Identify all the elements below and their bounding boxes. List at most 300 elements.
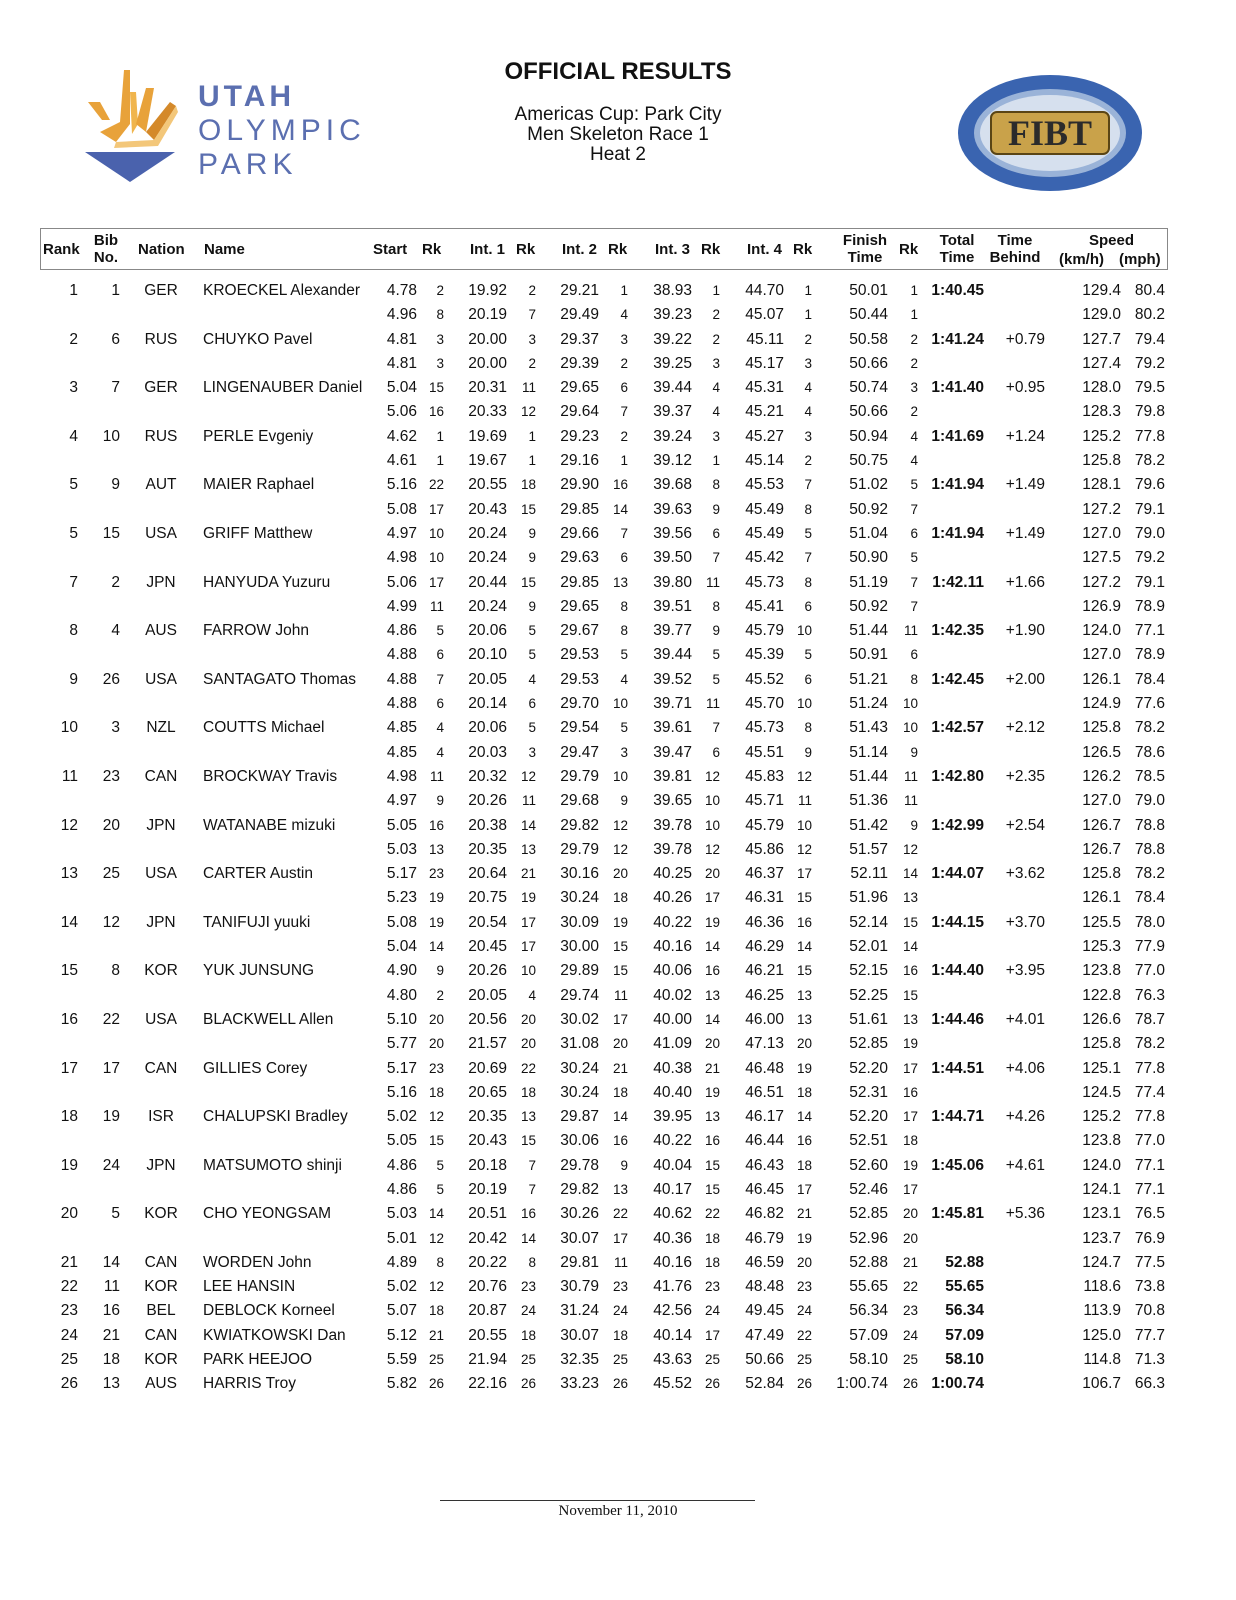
cell-finish-rk: 1: [910, 283, 918, 298]
cell-start-rk: 14: [428, 939, 444, 955]
cell-int1: 20.35: [468, 840, 507, 858]
cell-int3-rk: 25: [704, 1352, 720, 1368]
cell-int4: 46.48: [745, 1059, 784, 1077]
cell-rank: [40, 692, 78, 716]
cell-behind: +3.62: [1005, 865, 1045, 883]
cell-name: [203, 1032, 373, 1056]
cell-rank: [40, 1129, 78, 1153]
cell-bib: [88, 643, 120, 667]
cell-int3-rk: 20: [704, 1036, 720, 1052]
cell-name: CHO YEONGSAM: [203, 1205, 332, 1223]
cell-int1: 19.69: [468, 427, 507, 445]
cell-int2-rk: 3: [620, 331, 628, 347]
cell-int4: 46.21: [745, 962, 784, 980]
cell-int1-rk: 7: [528, 1157, 536, 1173]
cell-bib: 1: [111, 282, 120, 299]
cell-int2-rk: 20: [612, 1036, 628, 1052]
cell-finish-rk: 2: [910, 355, 918, 371]
cell-mph: 71.3: [1134, 1351, 1165, 1369]
cell-int1: 20.54: [468, 913, 507, 931]
cell-bib: 3: [111, 719, 120, 737]
cell-int3: 39.23: [653, 306, 692, 324]
cell-kmh: 125.8: [1082, 865, 1121, 883]
cell-int1-rk: 3: [528, 331, 536, 347]
cell-int2: 32.35: [560, 1351, 599, 1369]
cell-start: 5.01: [386, 1229, 417, 1247]
cell-int3: 39.22: [653, 330, 692, 348]
cell-int3-rk: 6: [712, 525, 720, 541]
cell-int1-rk: 15: [520, 1133, 536, 1149]
cell-behind: [990, 692, 1045, 716]
cell-start-rk: 7: [436, 671, 444, 687]
cell-int3-rk: 1: [712, 283, 720, 298]
cell-mph: 80.2: [1134, 306, 1165, 324]
cell-behind: [990, 352, 1045, 376]
cell-rank: 11: [61, 767, 78, 785]
cell-behind: [990, 1081, 1045, 1105]
cell-int2: 30.79: [560, 1278, 599, 1296]
cell-bib: [88, 352, 120, 376]
cell-int2-rk: 15: [612, 939, 628, 955]
cell-int2-rk: 2: [620, 428, 628, 444]
col-start: Start: [373, 240, 408, 258]
cell-int2-rk: 16: [612, 1133, 628, 1149]
cell-int3-rk: 3: [712, 355, 720, 371]
cell-start-rk: 22: [428, 477, 444, 493]
cell-start: 4.61: [386, 452, 417, 470]
cell-name: CARTER Austin: [203, 865, 313, 883]
cell-behind: [990, 546, 1045, 570]
cell-start-rk: 9: [436, 793, 444, 809]
cell-int1-rk: 22: [520, 1060, 536, 1076]
table-row: [40, 1372, 1168, 1396]
col-speed-mph: (mph): [1119, 250, 1161, 268]
table-body: [40, 279, 1168, 1397]
cell-int2: 30.24: [560, 1083, 599, 1101]
cell-kmh: 124.5: [1082, 1083, 1121, 1101]
cell-int3: 40.00: [653, 1010, 692, 1028]
cell-int3-rk: 13: [704, 987, 720, 1003]
cell-start-rk: 11: [429, 598, 444, 614]
cell-finish: 50.94: [849, 427, 888, 445]
cell-int3: 39.47: [653, 743, 692, 761]
cell-int1-rk: 18: [520, 1327, 536, 1343]
cell-int1: 20.24: [468, 549, 507, 567]
table-row: [40, 862, 1168, 886]
cell-finish: 50.58: [849, 330, 888, 348]
cell-int2: 29.78: [560, 1156, 599, 1174]
cell-finish-rk: 11: [903, 768, 918, 784]
col-int1-rk: Rk: [516, 240, 536, 258]
cell-int3-rk: 14: [704, 939, 720, 955]
cell-behind: [990, 498, 1045, 522]
cell-int3: 40.14: [653, 1326, 692, 1344]
cell-nation: [138, 352, 184, 376]
cell-kmh: 125.0: [1082, 1326, 1121, 1344]
cell-int1: 20.51: [468, 1205, 507, 1223]
col-int4: Int. 4: [747, 240, 783, 258]
cell-int3: 39.50: [653, 549, 692, 567]
cell-finish: 52.14: [849, 913, 888, 931]
cell-start: 4.98: [386, 767, 417, 785]
table-row: [40, 1251, 1168, 1275]
cell-name: LEE HANSIN: [203, 1278, 296, 1296]
cell-nation: RUS: [144, 427, 178, 445]
cell-kmh: 128.1: [1082, 476, 1121, 494]
cell-finish: 51.14: [849, 743, 888, 761]
cell-int4-rk: 20: [796, 1036, 812, 1052]
cell-int3-rk: 1: [712, 453, 720, 469]
cell-behind: [990, 1178, 1045, 1202]
cell-int4-rk: 9: [804, 744, 812, 760]
cell-rank: 20: [60, 1205, 78, 1223]
cell-int3-rk: 26: [704, 1376, 720, 1392]
cell-start-rk: 3: [436, 331, 444, 347]
cell-int4-rk: 8: [804, 501, 812, 517]
cell-finish-rk: 19: [902, 1036, 918, 1052]
cell-nation: NZL: [146, 719, 176, 737]
footer-rule: [440, 1500, 755, 1501]
cell-int2-rk: 26: [612, 1376, 628, 1392]
cell-int3-rk: 18: [704, 1254, 720, 1270]
cell-int4: 44.70: [745, 282, 784, 299]
cell-rank: 9: [69, 670, 78, 688]
cell-start-rk: 12: [428, 1109, 444, 1125]
cell-mph: 79.5: [1134, 379, 1165, 397]
cell-start: 4.97: [386, 524, 417, 542]
cell-start-rk: 1: [436, 428, 444, 444]
cell-behind: +4.26: [1005, 1108, 1045, 1126]
table-row: [40, 692, 1168, 716]
cell-int2-rk: 12: [612, 817, 628, 833]
cell-int4: 45.27: [745, 427, 784, 445]
cell-int2: 29.63: [560, 549, 599, 567]
cell-total: [924, 546, 984, 570]
cell-mph: 77.1: [1134, 1156, 1165, 1174]
cell-behind: [990, 1372, 1045, 1396]
cell-rank: [40, 546, 78, 570]
cell-kmh: 127.0: [1082, 646, 1121, 664]
cell-finish-rk: 12: [902, 841, 918, 857]
logo-word-park: PARK: [198, 148, 298, 181]
cell-int2-rk: 15: [612, 963, 628, 979]
cell-mph: 77.7: [1134, 1326, 1165, 1344]
cell-finish: 52.85: [849, 1035, 888, 1053]
cell-int3-rk: 24: [704, 1303, 720, 1319]
cell-finish-rk: 25: [902, 1352, 918, 1368]
race-name: Men Skeleton Race 1: [527, 124, 709, 145]
cell-rank: 25: [60, 1351, 78, 1369]
cell-int1-rk: 23: [520, 1279, 536, 1295]
cell-int4: 46.45: [745, 1180, 784, 1198]
cell-int4: 48.48: [745, 1278, 784, 1296]
cell-int4-rk: 10: [796, 623, 812, 639]
cell-nation: CAN: [144, 1253, 178, 1271]
cell-rank: 13: [60, 865, 78, 883]
cell-int1: 20.19: [468, 1180, 507, 1198]
cell-behind: [990, 643, 1045, 667]
cell-int4-rk: 15: [796, 890, 812, 906]
cell-total: 1:42.99: [931, 816, 984, 834]
cell-name: COUTTS Michael: [203, 719, 325, 737]
cell-nation: [138, 789, 184, 813]
cell-name: [203, 789, 373, 813]
cell-int4: 45.31: [745, 379, 784, 397]
table-row: [40, 449, 1168, 473]
cell-int3-rk: 23: [704, 1279, 720, 1295]
cell-nation: [138, 838, 184, 862]
cell-behind: +3.70: [1005, 913, 1045, 931]
cell-finish: 50.66: [849, 354, 888, 372]
cell-finish-rk: 11: [903, 623, 918, 639]
cell-rank: 2: [69, 330, 78, 348]
cell-bib: 8: [111, 962, 120, 980]
table-row: [40, 668, 1168, 692]
cell-behind: +1.66: [1005, 573, 1045, 591]
cell-behind: [990, 1227, 1045, 1251]
cell-kmh: 125.2: [1082, 427, 1121, 445]
cell-start-rk: 6: [436, 647, 444, 663]
cell-int1: 20.42: [468, 1229, 507, 1247]
cell-int4-rk: 7: [804, 550, 812, 566]
cell-int2: 29.49: [560, 306, 599, 324]
cell-finish-rk: 26: [902, 1376, 918, 1392]
cell-nation: GER: [144, 379, 178, 397]
cell-mph: 79.6: [1134, 476, 1165, 494]
cell-int4: 45.51: [745, 743, 784, 761]
cell-int4: 45.41: [745, 597, 784, 615]
cell-kmh: 126.9: [1082, 597, 1121, 615]
cell-start-rk: 9: [436, 963, 444, 979]
cell-finish: 51.61: [849, 1010, 888, 1028]
cell-int3: 40.38: [653, 1059, 692, 1077]
table-row: [40, 1105, 1168, 1129]
cell-bib: 23: [102, 767, 120, 785]
cell-start: 4.97: [386, 792, 417, 810]
cell-mph: 78.9: [1134, 646, 1165, 664]
cell-int1: 19.92: [468, 282, 507, 299]
cell-start: 5.59: [386, 1351, 417, 1369]
cell-name: PARK HEEJOO: [203, 1351, 313, 1369]
cell-finish-rk: 7: [910, 598, 918, 614]
cell-nation: CAN: [144, 1326, 178, 1344]
cell-int2: 29.23: [560, 427, 599, 445]
table-row: [40, 1202, 1168, 1226]
cell-int4-rk: 7: [804, 477, 812, 493]
cell-finish: 52.96: [849, 1229, 888, 1247]
cell-rank: [40, 449, 78, 473]
cell-start: 5.02: [386, 1108, 417, 1126]
cell-start-rk: 5: [436, 623, 444, 639]
cell-start-rk: 23: [428, 1060, 444, 1076]
cell-int1: 20.24: [468, 524, 507, 542]
cell-finish-rk: 2: [910, 404, 918, 420]
cell-int1-rk: 15: [520, 574, 536, 590]
cell-int1: 20.32: [468, 767, 507, 785]
cell-int1: 20.19: [468, 306, 507, 324]
cell-int1: 20.38: [468, 816, 507, 834]
cell-int4: 45.86: [745, 840, 784, 858]
cell-start-rk: 21: [428, 1327, 444, 1343]
cell-mph: 78.8: [1134, 840, 1165, 858]
table-row: [40, 279, 1168, 303]
cell-int1-rk: 11: [521, 380, 536, 396]
table-row: [40, 643, 1168, 667]
cell-nation: KOR: [144, 1278, 178, 1296]
cell-nation: [138, 984, 184, 1008]
cell-start-rk: 8: [436, 1254, 444, 1270]
cell-mph: 78.0: [1134, 913, 1165, 931]
cell-name: HANYUDA Yuzuru: [203, 573, 331, 591]
cell-bib: 2: [111, 573, 120, 591]
cell-finish: 50.66: [849, 403, 888, 421]
table-row: [40, 716, 1168, 740]
cell-int2: 29.54: [560, 719, 599, 737]
cell-name: HARRIS Troy: [203, 1375, 297, 1393]
cell-mph: 78.4: [1134, 889, 1165, 907]
cell-int4-rk: 6: [804, 598, 812, 614]
cell-total: 1:42.80: [931, 767, 984, 785]
cell-kmh: 124.0: [1082, 622, 1121, 640]
cell-start: 5.10: [386, 1010, 417, 1028]
cell-finish-rk: 5: [910, 550, 918, 566]
cell-int2: 29.85: [560, 500, 599, 518]
cell-mph: 78.4: [1134, 670, 1165, 688]
cell-int1-rk: 1: [528, 453, 536, 469]
cell-total: [924, 789, 984, 813]
cell-bib: 13: [102, 1375, 120, 1393]
col-int3-rk: Rk: [701, 240, 721, 258]
table-row: [40, 1275, 1168, 1299]
cell-finish: 52.60: [849, 1156, 888, 1174]
cell-total: [924, 595, 984, 619]
cell-finish-rk: 16: [902, 1084, 918, 1100]
cell-int3: 39.12: [653, 452, 692, 470]
cell-int1-rk: 6: [528, 696, 536, 712]
cell-kmh: 128.3: [1082, 403, 1121, 421]
cell-finish: 51.19: [849, 573, 888, 591]
cell-start: 4.86: [386, 1180, 417, 1198]
cell-int1-rk: 2: [528, 283, 536, 298]
cell-int4-rk: 23: [796, 1279, 812, 1295]
cell-finish: 51.96: [849, 889, 888, 907]
cell-finish: 51.43: [849, 719, 888, 737]
cell-int4: 46.29: [745, 938, 784, 956]
cell-int4-rk: 11: [797, 793, 812, 809]
col-int3: Int. 3: [655, 240, 691, 258]
cell-rank: [40, 595, 78, 619]
cell-int2-rk: 18: [612, 1327, 628, 1343]
cell-behind: [990, 838, 1045, 862]
cell-start: 4.78: [386, 282, 417, 299]
cell-bib: 12: [102, 913, 120, 931]
cell-int4: 45.07: [745, 306, 784, 324]
cell-bib: 18: [102, 1351, 120, 1369]
cell-int4-rk: 2: [804, 453, 812, 469]
cell-kmh: 127.7: [1082, 330, 1121, 348]
cell-int4-rk: 4: [804, 380, 812, 396]
cell-int2: 30.24: [560, 889, 599, 907]
cell-int3-rk: 14: [704, 1011, 720, 1027]
cell-mph: 70.8: [1134, 1302, 1165, 1320]
cell-total: [924, 935, 984, 959]
cell-finish: 50.91: [849, 646, 888, 664]
cell-finish: 50.75: [849, 452, 888, 470]
cell-bib: [88, 838, 120, 862]
cell-start-rk: 12: [428, 1230, 444, 1246]
cell-mph: 77.8: [1134, 427, 1165, 445]
cell-int3-rk: 13: [704, 1109, 720, 1125]
cell-behind: [990, 1032, 1045, 1056]
cell-int3-rk: 5: [712, 647, 720, 663]
cell-start: 5.16: [386, 476, 417, 494]
cell-mph: 79.1: [1134, 573, 1165, 591]
cell-behind: [990, 1299, 1045, 1323]
cell-int3-rk: 7: [712, 550, 720, 566]
cell-int4-rk: 5: [804, 525, 812, 541]
cell-int4-rk: 24: [796, 1303, 812, 1319]
col-speed-kmh: (km/h): [1059, 250, 1104, 268]
cell-mph: 77.8: [1134, 1059, 1165, 1077]
cell-name: [203, 449, 373, 473]
cell-int4-rk: 17: [796, 866, 812, 882]
col-finish: [841, 229, 889, 269]
cell-int4: 50.66: [745, 1351, 784, 1369]
cell-int2: 30.16: [560, 865, 599, 883]
cell-int2-rk: 7: [620, 404, 628, 420]
cell-bib: 4: [111, 622, 120, 640]
cell-mph: 77.1: [1134, 622, 1165, 640]
footer-date: November 11, 2010: [558, 1503, 678, 1519]
cell-mph: 73.8: [1134, 1278, 1165, 1296]
cell-int3: 40.62: [653, 1205, 692, 1223]
cell-int1-rk: 20: [520, 1011, 536, 1027]
cell-name: [203, 1081, 373, 1105]
cell-behind: +2.35: [1005, 767, 1045, 785]
cell-nation: [138, 886, 184, 910]
cell-int4-rk: 1: [804, 283, 812, 298]
cell-int2: 33.23: [560, 1375, 599, 1393]
cell-int1: 20.05: [468, 670, 507, 688]
col-finish-line1: Finish: [842, 232, 888, 249]
cell-int2: 29.39: [560, 354, 599, 372]
cell-behind: +4.61: [1005, 1156, 1045, 1174]
table-row: [40, 1032, 1168, 1056]
cell-rank: 24: [60, 1326, 78, 1344]
col-bib-line2: No.: [93, 249, 119, 266]
cell-bib: 19: [102, 1108, 120, 1126]
cell-finish: 51.21: [849, 670, 888, 688]
cell-bib: 6: [111, 330, 120, 348]
cell-bib: 21: [102, 1326, 120, 1344]
cell-int3: 39.71: [653, 695, 692, 713]
table-row: [40, 1227, 1168, 1251]
cell-int3: 39.80: [653, 573, 692, 591]
cell-int4-rk: 14: [796, 939, 812, 955]
cell-name: KROECKEL Alexander: [203, 282, 361, 299]
cell-int1: 20.03: [468, 743, 507, 761]
cell-name: CHUYKO Pavel: [203, 330, 313, 348]
cell-start-rk: 18: [428, 1303, 444, 1319]
cell-finish: 50.44: [849, 306, 888, 324]
cell-int2: 30.09: [560, 913, 599, 931]
cell-int1: 20.55: [468, 1326, 507, 1344]
cell-int4-rk: 16: [796, 1133, 812, 1149]
cell-behind: [990, 1275, 1045, 1299]
cell-bib: [88, 1129, 120, 1153]
cell-total: 56.34: [945, 1302, 984, 1320]
cell-rank: [40, 498, 78, 522]
